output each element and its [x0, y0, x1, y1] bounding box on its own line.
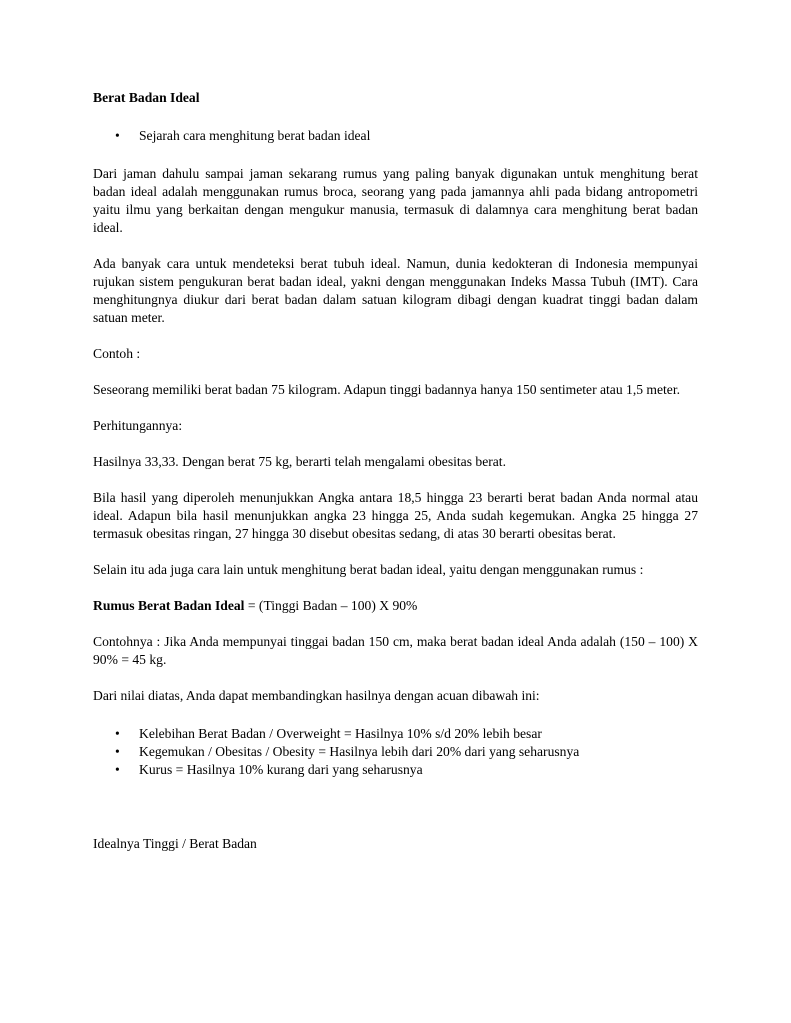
document-page	[93, 86, 698, 853]
paragraph-imt: Ada banyak cara untuk mendeteksi berat tubuh ideal. Namun, dunia kedokteran di Indonesia mempunyai rujukan sistem pengukuran berat badan ideal, yakni dengan menggunakan Indeks Massa Tubuh (IMT). Cara menghitungnya diukur dari berat badan dalam satuan kilogram dibagi dengan kuadrat tinggi badan dalam satuan meter.	[93, 256, 698, 325]
criteria-item-obesity: • Kegemukan / Obesitas / Obesity = Hasilnya lebih dari 20% dari yang seharusnya	[93, 743, 698, 761]
rumus-formula: = (Tinggi Badan – 100) X 90%	[244, 598, 418, 613]
document-title: Berat Badan Ideal	[93, 90, 200, 105]
hasil-text: Hasilnya 33,33. Dengan berat 75 kg, berarti telah mengalami obesitas berat.	[93, 454, 506, 469]
criteria-item-overweight: • Kelebihan Berat Badan / Overweight = Hasilnya 10% s/d 20% lebih besar	[93, 725, 698, 743]
contoh-label: Contoh :	[93, 346, 141, 361]
rumus-line	[93, 597, 698, 615]
paragraph-compare: Dari nilai diatas, Anda dapat membandingkan hasilnya dengan acuan dibawah ini:	[93, 688, 540, 703]
paragraph-example: Seseorang memiliki berat badan 75 kilogram. Adapun tinggi badannya hanya 150 sentimeter atau 1,5 meter.	[93, 382, 681, 397]
perhitungan-label: Perhitungannya:	[93, 418, 183, 433]
paragraph-contohnya: Contohnya : Jika Anda mempunyai tinggai badan 150 cm, maka berat badan ideal Anda adalah (150 – 100) X 90% = 45 kg.	[93, 634, 698, 667]
intro-bullet-item: • Sejarah cara menghitung berat badan ideal	[93, 127, 698, 145]
footer-heading: Idealnya Tinggi / Berat Badan	[93, 836, 257, 851]
rumus-label: Rumus Berat Badan Ideal	[93, 598, 245, 613]
paragraph-ranges: Bila hasil yang diperoleh menunjukkan Angka antara 18,5 hingga 23 berarti berat badan Anda normal atau ideal. Adapun bila hasil menunjukkan angka 23 hingga 25, Anda sudah kegemukan. Angka 25 hingga 27 termasuk obesitas ringan, 27 hingga 30 disebut obesitas sedang, di atas 30 berarti obesitas berat.	[93, 490, 698, 541]
paragraph-other-method: Selain itu ada juga cara lain untuk menghitung berat badan ideal, yaitu dengan menggunakan rumus :	[93, 562, 644, 577]
criteria-item-underweight: • Kurus = Hasilnya 10% kurang dari yang seharusnya	[93, 761, 698, 779]
criteria-list	[93, 725, 698, 779]
paragraph-history: Dari jaman dahulu sampai jaman sekarang rumus yang paling banyak digunakan untuk menghitung berat badan ideal adalah menggunakan rumus broca, seorang yang pada jamannya ahli pada bidang antropometri yaitu ilmu yang berkaitan dengan mengukur manusia, termasuk di dalamnya cara menghitung berat badan ideal.	[93, 166, 698, 235]
intro-bullet-list	[93, 127, 698, 145]
